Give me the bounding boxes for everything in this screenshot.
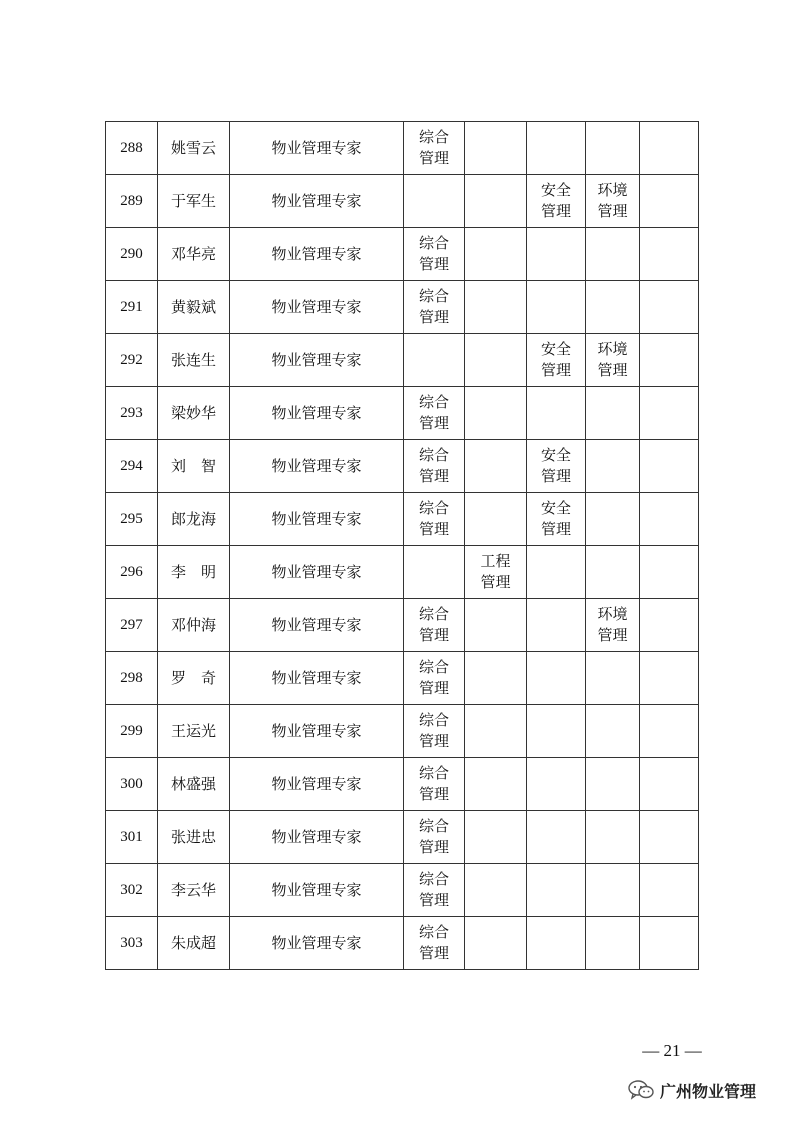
category-label: 综合管理 [418,287,449,326]
category-cell-3 [527,334,586,387]
table-row [106,493,699,546]
expert-name-cell: 林盛强 [158,758,230,811]
category-cell-1 [404,917,465,970]
expert-name-cell: 李云华 [158,864,230,917]
category-label: 综合管理 [418,605,449,644]
category-cell-3 [527,811,586,864]
category-cell-4 [586,334,640,387]
category-cell-1 [404,758,465,811]
category-cell-1 [404,440,465,493]
category-cell-3 [527,387,586,440]
row-number-cell: 292 [106,334,158,387]
table-row [106,864,699,917]
category-cell-3 [527,546,586,599]
category-cell-1 [404,811,465,864]
category-cell-2 [465,122,527,175]
category-cell-5 [640,122,699,175]
category-cell-2 [465,599,527,652]
category-label: 综合管理 [418,764,449,803]
category-cell-1 [404,599,465,652]
category-cell-3 [527,917,586,970]
category-cell-1 [404,705,465,758]
category-cell-5 [640,440,699,493]
category-cell-3 [527,864,586,917]
expert-name-cell: 黄毅斌 [158,281,230,334]
category-cell-4 [586,811,640,864]
category-cell-2 [465,546,527,599]
row-number-cell: 293 [106,387,158,440]
table-row [106,440,699,493]
category-label: 综合管理 [418,923,449,962]
category-cell-2 [465,334,527,387]
category-cell-5 [640,281,699,334]
category-cell-2 [465,652,527,705]
category-cell-2 [465,493,527,546]
category-cell-4 [586,652,640,705]
expert-name-cell: 姚雪云 [158,122,230,175]
category-cell-1 [404,652,465,705]
expert-title-cell: 物业管理专家 [230,917,404,970]
page-number: — 21 — [642,1041,702,1060]
category-cell-1 [404,228,465,281]
category-label: 综合管理 [418,393,449,432]
expert-title-cell: 物业管理专家 [230,758,404,811]
category-cell-5 [640,758,699,811]
category-cell-5 [640,546,699,599]
row-number-cell: 298 [106,652,158,705]
category-cell-5 [640,864,699,917]
table-row [106,705,699,758]
expert-name-cell: 郎龙海 [158,493,230,546]
table-row [106,334,699,387]
category-cell-2 [465,917,527,970]
category-cell-2 [465,387,527,440]
category-label: 安全管理 [540,446,571,485]
category-cell-5 [640,599,699,652]
expert-title-cell: 物业管理专家 [230,864,404,917]
category-cell-5 [640,811,699,864]
category-cell-5 [640,387,699,440]
category-cell-2 [465,705,527,758]
category-cell-4 [586,440,640,493]
category-cell-4 [586,281,640,334]
table-row [106,652,699,705]
category-cell-4 [586,228,640,281]
expert-title-cell: 物业管理专家 [230,440,404,493]
expert-name-cell: 于军生 [158,175,230,228]
expert-name-cell: 邓华亮 [158,228,230,281]
category-cell-2 [465,281,527,334]
row-number-cell: 302 [106,864,158,917]
row-number-cell: 297 [106,599,158,652]
expert-name-cell: 张进忠 [158,811,230,864]
category-cell-1 [404,281,465,334]
category-cell-2 [465,758,527,811]
expert-title-cell: 物业管理专家 [230,705,404,758]
expert-name-cell: 刘 智 [158,440,230,493]
watermark-text: 广州物业管理 [660,1081,757,1101]
category-label: 综合管理 [418,446,449,485]
category-cell-5 [640,175,699,228]
table-row [106,758,699,811]
expert-title-cell: 物业管理专家 [230,599,404,652]
expert-name-cell: 朱成超 [158,917,230,970]
expert-name-cell: 张连生 [158,334,230,387]
expert-title-cell: 物业管理专家 [230,811,404,864]
category-cell-5 [640,334,699,387]
category-label: 综合管理 [418,128,449,167]
category-cell-1 [404,334,465,387]
category-cell-5 [640,917,699,970]
table-row [106,122,699,175]
row-number-cell: 301 [106,811,158,864]
row-number-cell: 303 [106,917,158,970]
table-row [106,546,699,599]
category-cell-4 [586,758,640,811]
category-cell-4 [586,493,640,546]
category-cell-3 [527,493,586,546]
row-number-cell: 300 [106,758,158,811]
category-cell-4 [586,546,640,599]
row-number-cell: 296 [106,546,158,599]
category-label: 综合管理 [418,711,449,750]
wechat-icon [628,1080,654,1100]
category-cell-1 [404,122,465,175]
category-cell-5 [640,493,699,546]
category-cell-3 [527,705,586,758]
expert-table [105,121,699,970]
table-row [106,599,699,652]
category-cell-5 [640,228,699,281]
row-number-cell: 290 [106,228,158,281]
category-cell-1 [404,493,465,546]
category-label: 综合管理 [418,658,449,697]
category-label: 综合管理 [418,870,449,909]
category-cell-3 [527,122,586,175]
category-cell-3 [527,758,586,811]
expert-title-cell: 物业管理专家 [230,175,404,228]
category-label: 安全管理 [540,181,571,220]
category-cell-5 [640,652,699,705]
category-label: 环境管理 [597,340,628,379]
category-label: 环境管理 [597,181,628,220]
category-cell-2 [465,440,527,493]
category-cell-3 [527,175,586,228]
expert-title-cell: 物业管理专家 [230,228,404,281]
category-cell-3 [527,599,586,652]
row-number-cell: 295 [106,493,158,546]
expert-title-cell: 物业管理专家 [230,334,404,387]
category-label: 工程管理 [480,552,511,591]
category-cell-4 [586,387,640,440]
category-label: 环境管理 [597,605,628,644]
expert-title-cell: 物业管理专家 [230,387,404,440]
category-cell-1 [404,864,465,917]
category-cell-2 [465,864,527,917]
table-body [106,122,699,970]
expert-title-cell: 物业管理专家 [230,122,404,175]
expert-name-cell: 李 明 [158,546,230,599]
row-number-cell: 291 [106,281,158,334]
category-label: 安全管理 [540,499,571,538]
category-label: 综合管理 [418,234,449,273]
category-cell-2 [465,228,527,281]
expert-title-cell: 物业管理专家 [230,493,404,546]
table-row [106,228,699,281]
category-cell-4 [586,122,640,175]
expert-name-cell: 王运光 [158,705,230,758]
expert-name-cell: 罗 奇 [158,652,230,705]
category-cell-4 [586,175,640,228]
category-cell-4 [586,599,640,652]
watermark [628,1078,756,1102]
row-number-cell: 289 [106,175,158,228]
category-cell-1 [404,175,465,228]
category-cell-3 [527,440,586,493]
row-number-cell: 288 [106,122,158,175]
category-label: 综合管理 [418,499,449,538]
table-row [106,811,699,864]
expert-title-cell: 物业管理专家 [230,652,404,705]
category-cell-3 [527,228,586,281]
table-row [106,281,699,334]
expert-name-cell: 梁妙华 [158,387,230,440]
expert-name-cell: 邓仲海 [158,599,230,652]
category-label: 综合管理 [418,817,449,856]
row-number-cell: 294 [106,440,158,493]
row-number-cell: 299 [106,705,158,758]
table-row [106,175,699,228]
category-cell-3 [527,652,586,705]
category-cell-1 [404,546,465,599]
category-cell-4 [586,917,640,970]
expert-title-cell: 物业管理专家 [230,281,404,334]
category-cell-4 [586,864,640,917]
category-cell-5 [640,705,699,758]
category-cell-2 [465,175,527,228]
category-cell-2 [465,811,527,864]
category-label: 安全管理 [540,340,571,379]
category-cell-1 [404,387,465,440]
table-row [106,387,699,440]
category-cell-3 [527,281,586,334]
table-row [106,917,699,970]
expert-title-cell: 物业管理专家 [230,546,404,599]
category-cell-4 [586,705,640,758]
